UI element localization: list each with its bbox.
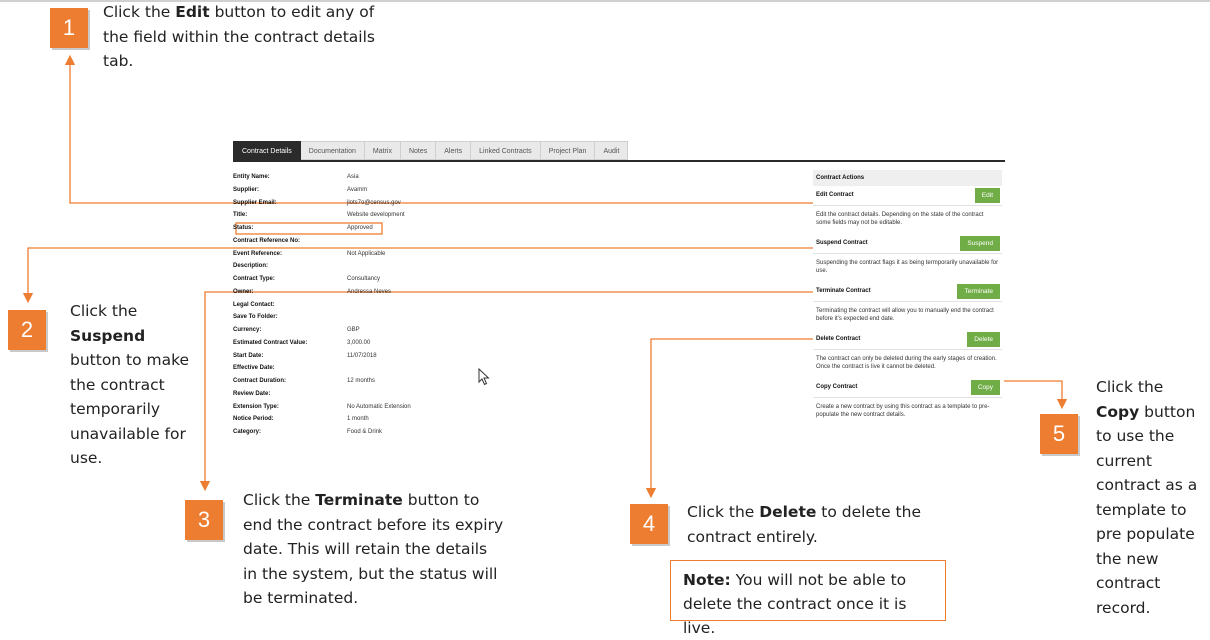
callout-text-part: Click the bbox=[687, 503, 760, 521]
suspend-contract-row bbox=[813, 234, 1002, 254]
field-label: Supplier Email: bbox=[233, 199, 277, 206]
field-row-currency bbox=[233, 324, 753, 337]
action-description: Terminating the contract will allow you to manually end the contract before it's expected end date. bbox=[816, 308, 994, 322]
callout-bold-part: Delete bbox=[759, 503, 817, 521]
field-row-status bbox=[233, 222, 753, 235]
edit-contract-row bbox=[813, 186, 1002, 206]
field-label: Save To Folder: bbox=[233, 314, 278, 321]
field-row-description bbox=[233, 260, 753, 273]
field-label: Event Reference: bbox=[233, 250, 283, 257]
field-row-entity-name bbox=[233, 171, 753, 184]
callout-text-part: button to make the contract temporarily unavailable for use. bbox=[70, 351, 190, 467]
field-row-review-date bbox=[233, 388, 753, 401]
field-row-supplier bbox=[233, 184, 753, 197]
field-label: Review Date: bbox=[233, 390, 271, 397]
tab-underline bbox=[233, 160, 1005, 162]
callout-text-part: button to edit any of the field within the contract details tab. bbox=[103, 3, 375, 70]
field-label: Owner: bbox=[233, 288, 254, 295]
callout-text-part: button to end the contract before its expiry date. This will retain the details in the system, but the status will be terminated. bbox=[243, 491, 504, 607]
callout-4-text bbox=[687, 500, 927, 549]
field-row-contract-type bbox=[233, 273, 753, 286]
action-title: Terminate Contract bbox=[816, 288, 871, 294]
edit-button[interactable]: Edit bbox=[975, 188, 1000, 203]
field-value: Consultancy bbox=[347, 276, 381, 282]
field-row-contract-reference bbox=[233, 235, 753, 248]
field-label: Estimated Contract Value: bbox=[233, 339, 308, 346]
callout-text-part: Click the bbox=[70, 302, 138, 320]
field-row-supplier-email bbox=[233, 197, 753, 210]
field-value: 11/07/2018 bbox=[347, 352, 377, 359]
callout-1-badge: 1 bbox=[50, 8, 88, 48]
suspend-button[interactable]: Suspend bbox=[960, 236, 1000, 251]
field-label: Description: bbox=[233, 263, 269, 270]
field-value: Avamm bbox=[347, 186, 368, 193]
callout-3-text bbox=[243, 488, 505, 611]
field-label: Contract Duration: bbox=[233, 378, 286, 384]
field-row-estimated-value bbox=[233, 337, 753, 350]
callout-bold-part: Terminate bbox=[315, 491, 403, 509]
delete-button[interactable]: Delete bbox=[967, 332, 1000, 347]
callout-3-badge: 3 bbox=[185, 500, 223, 540]
contract-actions-heading: Contract Actions bbox=[813, 170, 1002, 186]
field-value: jlots7o@census.gov bbox=[347, 199, 401, 206]
field-value: Not Applicable bbox=[347, 250, 386, 257]
field-label: Legal Contact: bbox=[233, 301, 275, 308]
action-description: Suspending the contract flags it as being termporarily unavailable for use. bbox=[816, 260, 999, 274]
field-row-owner bbox=[233, 286, 753, 299]
callout-text-part: Click the bbox=[243, 491, 316, 509]
tab-matrix[interactable]: Matrix bbox=[365, 141, 401, 160]
field-label: Contract Reference No: bbox=[233, 237, 301, 244]
delete-contract-row bbox=[813, 330, 1002, 350]
tab-project-plan[interactable]: Project Plan bbox=[541, 141, 596, 160]
field-label: Start Date: bbox=[233, 352, 264, 359]
field-row-legal-contact bbox=[233, 299, 753, 312]
field-label: Supplier: bbox=[233, 186, 260, 193]
field-value: 3,000.00 bbox=[347, 339, 371, 346]
field-label: Currency: bbox=[233, 327, 262, 333]
callout-1-text bbox=[103, 0, 393, 74]
field-label: Extension Type: bbox=[233, 403, 279, 410]
field-label: Effective Date: bbox=[233, 365, 275, 372]
note-text: You will not be able to delete the contract once it is live. bbox=[683, 571, 907, 637]
action-title: Edit Contract bbox=[816, 192, 854, 198]
copy-button[interactable]: Copy bbox=[971, 380, 1000, 395]
callout-2-badge: 2 bbox=[8, 310, 46, 350]
field-row-title bbox=[233, 209, 753, 222]
field-row-notice-period bbox=[233, 413, 753, 426]
callout-text-part: Click the bbox=[103, 3, 176, 21]
callout-4-badge: 4 bbox=[630, 504, 668, 544]
action-title: Suspend Contract bbox=[816, 240, 868, 246]
callout-5-badge: 5 bbox=[1040, 414, 1078, 454]
tab-alerts[interactable]: Alerts bbox=[436, 141, 471, 160]
tab-documentation[interactable]: Documentation bbox=[301, 141, 365, 160]
field-value: Food & Drink bbox=[347, 429, 383, 435]
field-label: Title: bbox=[233, 212, 248, 219]
action-title: Delete Contract bbox=[816, 336, 861, 342]
terminate-button[interactable]: Terminate bbox=[957, 284, 1000, 299]
field-label: Notice Period: bbox=[233, 416, 274, 423]
tab-linked-contracts[interactable]: Linked Contracts bbox=[471, 141, 541, 160]
contract-tab-bar bbox=[233, 141, 628, 160]
tab-audit[interactable]: Audit bbox=[595, 141, 628, 160]
field-row-effective-date bbox=[233, 362, 753, 375]
tab-contract-details[interactable]: Contract Details bbox=[233, 141, 301, 160]
field-row-event-reference bbox=[233, 248, 753, 261]
field-value: No Automatic Extension bbox=[347, 403, 411, 410]
field-label: Entity Name: bbox=[233, 174, 270, 180]
callout-2-text bbox=[70, 299, 198, 471]
note-box bbox=[670, 560, 946, 637]
callout-text-part: button to use the current contract as a template to pre populate the new contract record. bbox=[1096, 402, 1198, 617]
callout-bold-part: Suspend bbox=[70, 326, 146, 345]
callout-text-part: Click the bbox=[1096, 378, 1164, 396]
mouse-cursor-icon bbox=[478, 368, 490, 386]
callout-bold-part: Edit bbox=[175, 3, 210, 21]
field-value: 1 month bbox=[347, 416, 369, 423]
field-value: Approved bbox=[347, 225, 373, 231]
tab-notes[interactable]: Notes bbox=[401, 141, 436, 160]
field-value: Andressa Neves bbox=[347, 288, 392, 295]
field-label: Status: bbox=[233, 225, 254, 231]
field-value: GBP bbox=[347, 327, 360, 333]
field-label: Category: bbox=[233, 429, 262, 435]
note-label: Note: bbox=[683, 571, 731, 589]
action-description: Edit the contract details. Depending on the state of the contract some fields may not be editable. bbox=[816, 212, 984, 226]
field-row-category bbox=[233, 426, 753, 439]
callout-bold-part: Copy bbox=[1096, 402, 1140, 421]
copy-contract-row bbox=[813, 378, 1002, 398]
action-description: The contract can only be deleted during the early stages of creation. Once the contract is live it cannot be deleted. bbox=[816, 356, 997, 370]
action-description: Create a new contract by using this contract as a template to pre-populate the new contract details. bbox=[816, 404, 990, 418]
field-value: Asia bbox=[347, 174, 359, 180]
field-row-extension-type bbox=[233, 401, 753, 414]
field-row-save-to-folder bbox=[233, 311, 753, 324]
terminate-contract-row bbox=[813, 282, 1002, 302]
action-title: Copy Contract bbox=[816, 384, 858, 390]
field-value: 12 months bbox=[347, 378, 376, 384]
field-label: Contract Type: bbox=[233, 276, 275, 282]
field-row-contract-duration bbox=[233, 375, 753, 388]
field-row-start-date bbox=[233, 350, 753, 363]
field-value: Website development bbox=[347, 212, 405, 219]
contract-details-fields bbox=[233, 171, 753, 439]
callout-5-text bbox=[1096, 375, 1208, 620]
callout-text-part: to delete the contract entirely. bbox=[687, 503, 921, 546]
contract-actions-panel bbox=[813, 170, 1002, 426]
